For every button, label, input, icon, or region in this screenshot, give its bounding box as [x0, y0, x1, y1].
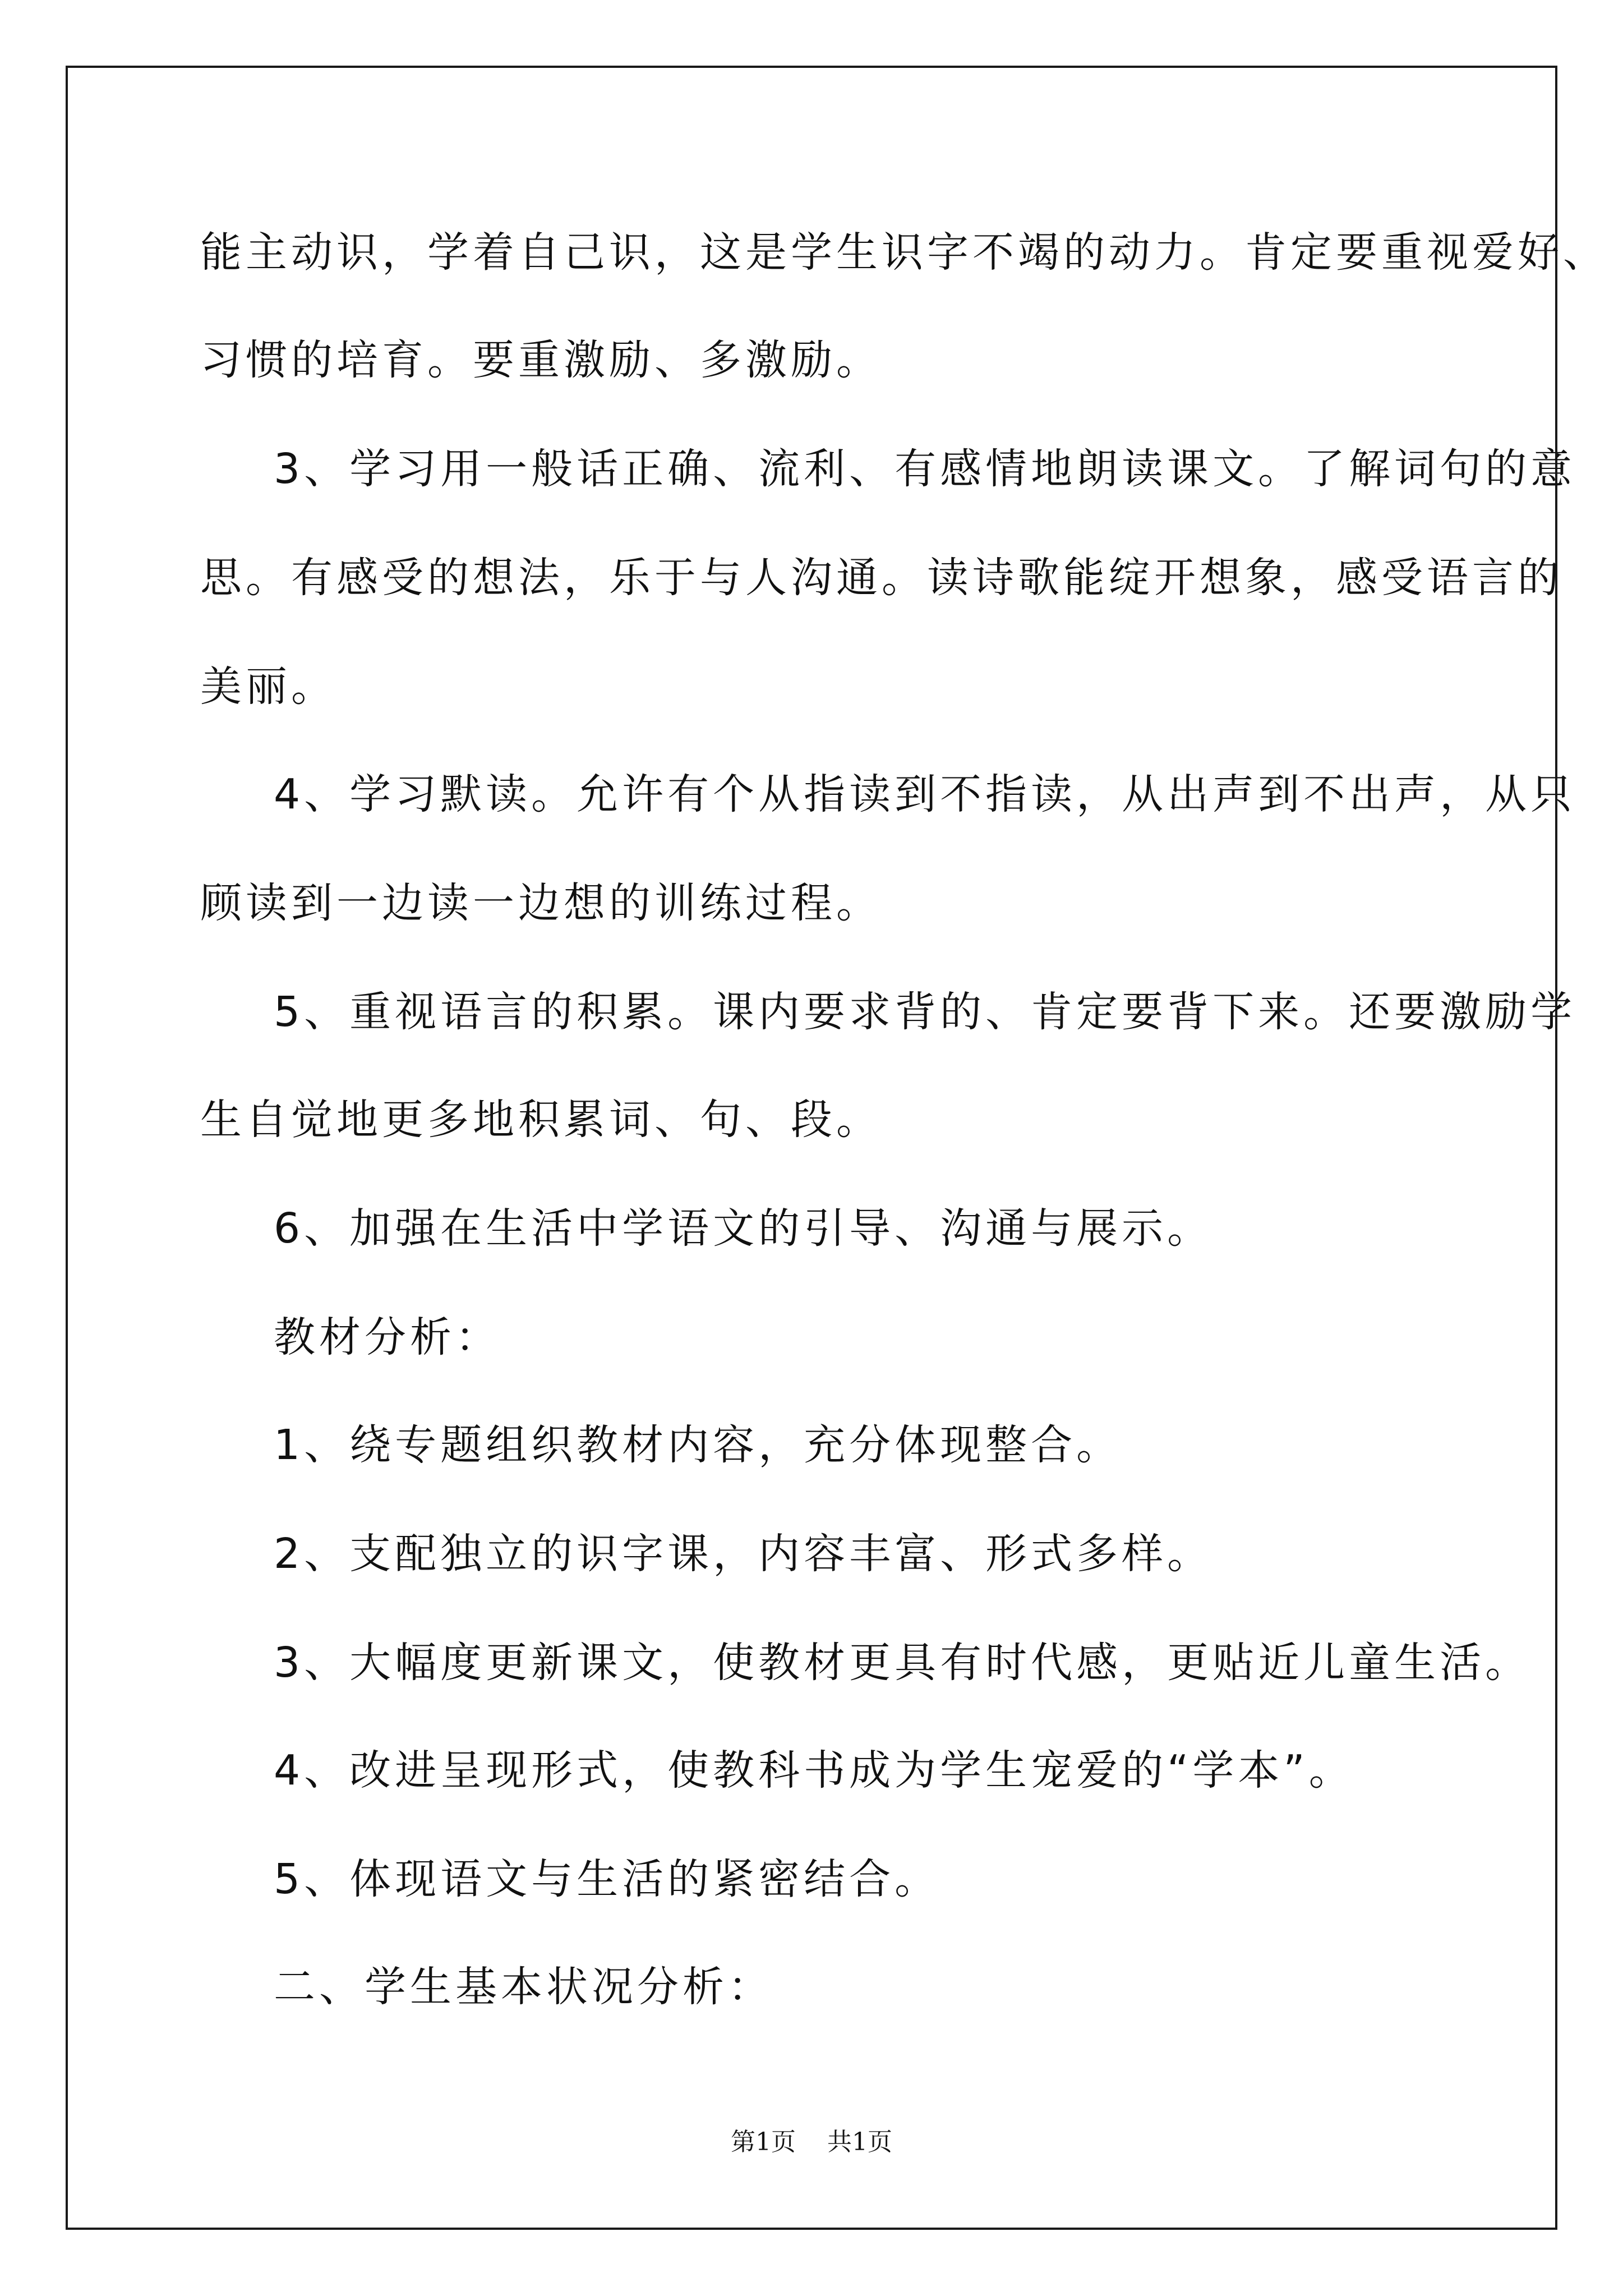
text-line-4: 思。有感受的想法，乐于与人沟通。读诗歌能绽开想象，感受语言的: [200, 554, 1563, 602]
text-line-3: 3、学习用一般话正确、流利、有感情地朗读课文。了解词句的意: [274, 445, 1576, 493]
text-line-1: 能主动识，学着自己识，这是学生识字不竭的动力。肯定要重视爱好、: [200, 228, 1608, 277]
text-line-7: 顾读到一边读一边想的训练过程。: [200, 879, 882, 927]
section-heading-student-analysis: 二、学生基本状况分析：: [274, 1963, 773, 2011]
page-number: 第1页: [731, 2128, 796, 2156]
section-heading-textbook-analysis: 教材分析：: [274, 1313, 501, 1361]
text-line-2: 习惯的培育。要重激励、多激励。: [200, 336, 882, 384]
text-line-6: 4、学习默读。允许有个从指读到不指读，从出声到不出声，从只: [274, 770, 1576, 818]
text-line-8: 5、重视语言的积累。课内要求背的、肯定要背下来。还要激励学: [274, 988, 1576, 1036]
text-line-5: 美丽。: [200, 662, 336, 711]
text-line-12: 1、绕专题组织教材内容，充分体现整合。: [274, 1421, 1122, 1469]
text-line-9: 生自觉地更多地积累词、句、段。: [200, 1096, 882, 1144]
page-border: [66, 66, 1557, 2230]
text-line-13: 2、支配独立的识字课，内容丰富、形式多样。: [274, 1530, 1213, 1578]
page-total: 共1页: [827, 2128, 892, 2156]
text-line-10: 6、加强在生活中学语文的引导、沟通与展示。: [274, 1204, 1213, 1253]
text-line-15: 4、改进呈现形式，使教科书成为学生宠爱的“学本”。: [274, 1746, 1354, 1795]
page-footer: [0, 2130, 1623, 2155]
text-line-16: 5、体现语文与生活的紧密结合。: [274, 1855, 940, 1903]
text-line-14: 3、大幅度更新课文，使教材更具有时代感，更贴近儿童生活。: [274, 1639, 1531, 1687]
